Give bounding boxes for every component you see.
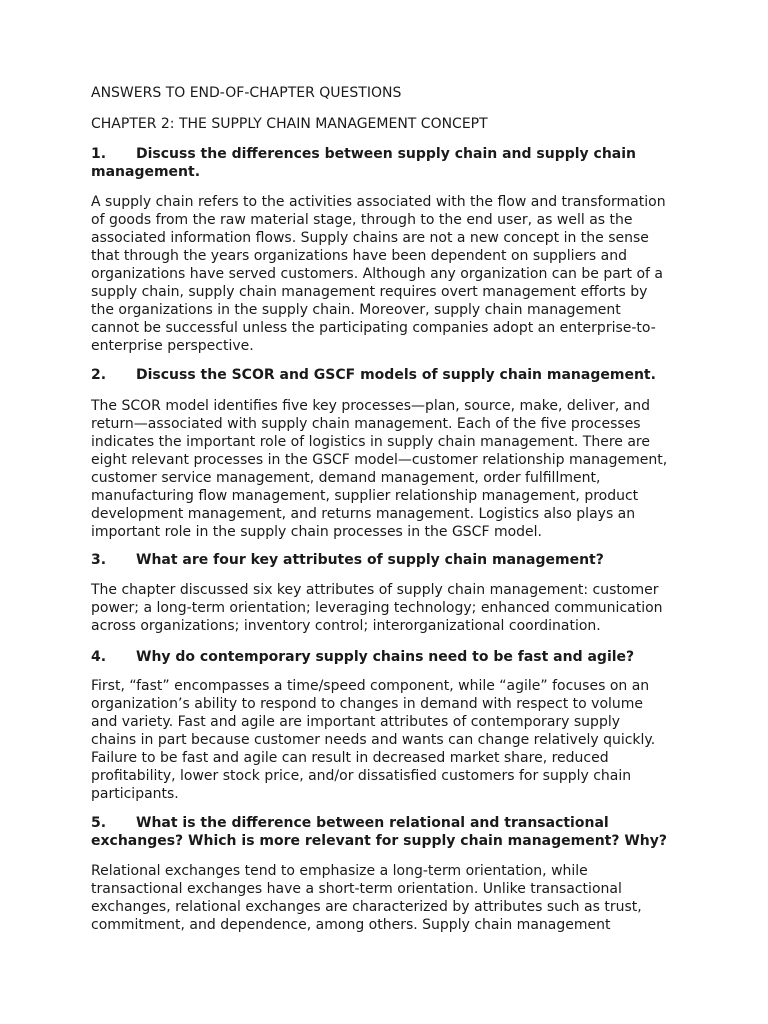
question-text: Discuss the differences between supply chain and supply chain management.: [91, 146, 637, 180]
question-2: [91, 366, 691, 384]
question-text: What is the difference between relational and transactional exchanges? Which is more relevant for supply chain management? Why?: [91, 815, 668, 849]
question-number: 5.: [91, 815, 107, 831]
answer-5: Relational exchanges tend to emphasize a long-term orientation, while transactional exchanges have a short-term orientation. Unlike transactional exchanges, relational exchanges are characterized by attributes such as trust, commitment, and dependence, among others. Supply chain management: [91, 863, 642, 933]
question-5: [91, 814, 691, 850]
question-4: [91, 648, 691, 666]
question-number: 3.: [91, 552, 107, 568]
question-text: Discuss the SCOR and GSCF models of supply chain management.: [136, 367, 656, 383]
question-text: What are four key attributes of supply chain management?: [136, 552, 604, 568]
answer-1: A supply chain refers to the activities associated with the flow and transformation of goods from the raw material stage, through to the end user, as well as the associated information flows. Supply chains are not a new concept in the sense that through the years organizations have been dependent on suppliers and organizations have served customers. Although any organization can be part of a supply chain, supply chain management requires overt management efforts by the organizations in the supply chain. Moreover, supply chain management cannot be successful unless the participating companies adopt an enterprise-to- enterprise perspective.: [91, 194, 666, 354]
question-number: 2.: [91, 367, 107, 383]
question-number: 4.: [91, 649, 107, 665]
question-3: [91, 551, 691, 569]
question-text: Why do contemporary supply chains need to be fast and agile?: [136, 649, 635, 665]
document-heading: ANSWERS TO END-OF-CHAPTER QUESTIONS: [91, 85, 402, 101]
answer-2: The SCOR model identifies five key processes—plan, source, make, deliver, and return—associated with supply chain management. Each of the five processes indicates the important role of logistics in supply chain management. There are eight relevant processes in the GSCF model—customer relationship management, customer service management, demand management, order fulfillment, manufacturing flow management, supplier relationship management, product development management, and returns management. Logistics also plays an important role in the supply chain processes in the GSCF model.: [91, 398, 668, 540]
answer-4: First, “fast” encompasses a time/speed component, while “agile” focuses on an organization’s ability to respond to changes in demand with respect to volume and variety. Fast and agile are important attributes of contemporary supply chains in part because customer needs and wants can change relatively quickly. Failure to be fast and agile can result in decreased market share, reduced profitability, lower stock price, and/or dissatisfied customers for supply chain participants.: [91, 678, 656, 802]
answer-3: The chapter discussed six key attributes of supply chain management: customer power; a long-term orientation; leveraging technology; enhanced communication across organizations; inventory control; interorganizational coordination.: [91, 582, 663, 634]
chapter-heading: CHAPTER 2: THE SUPPLY CHAIN MANAGEMENT CONCEPT: [91, 116, 488, 132]
question-number: 1.: [91, 146, 107, 162]
question-1: [91, 145, 691, 181]
